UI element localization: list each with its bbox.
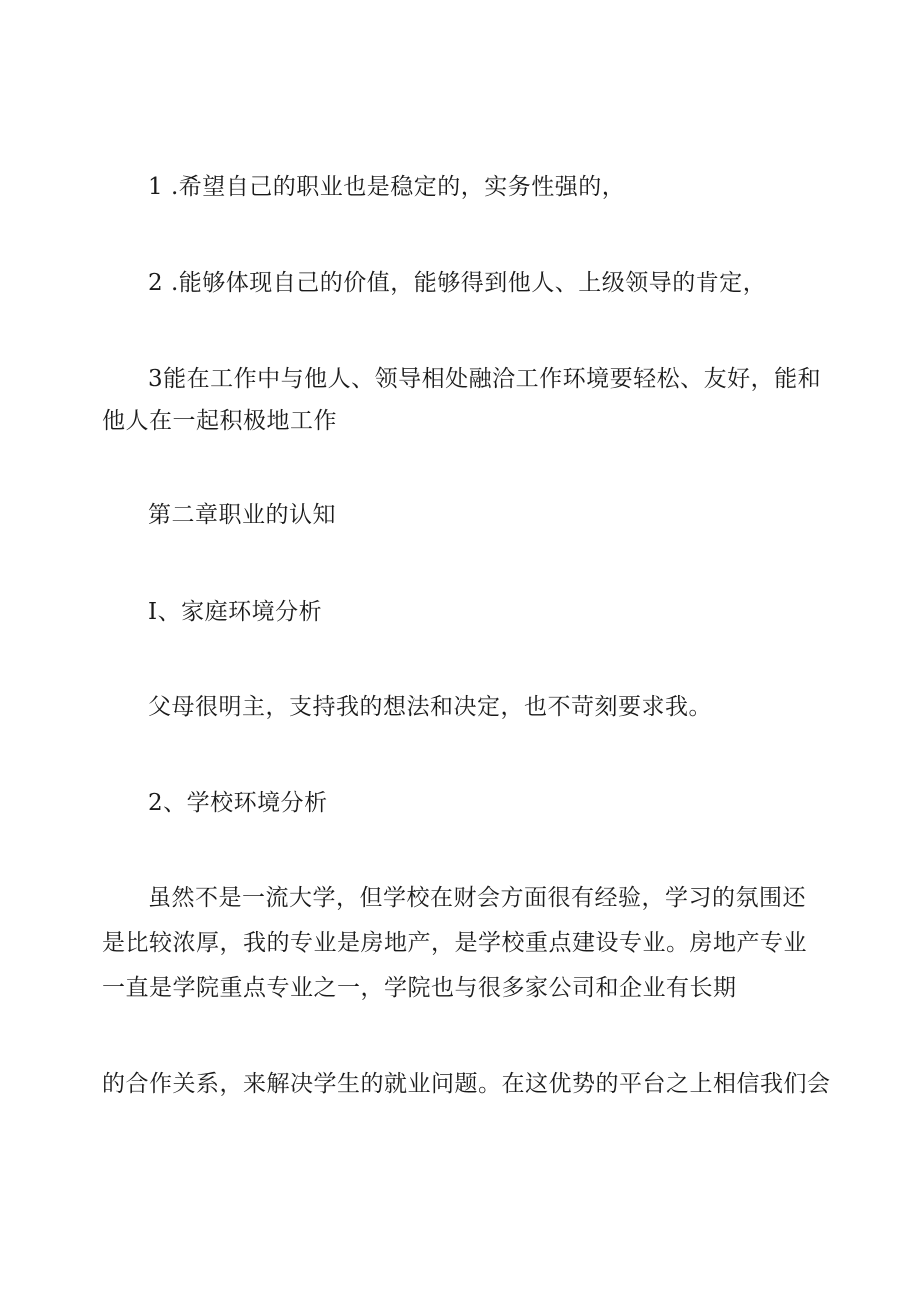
paragraph-cooperation: 的合作关系，来解决学生的就业问题。在这优势的平台之上相信我们会 [102, 1071, 831, 1097]
list-item-work-environment-line1: 3能在工作中与他人、领导相处融洽工作环境要轻松、友好，能和 [148, 366, 822, 392]
chapter-heading: 第二章职业的认知 [148, 502, 336, 528]
paragraph-school-line1: 虽然不是一流大学，但学校在财会方面很有经验，学习的氛围还 [148, 885, 806, 911]
list-item-work-environment-line2: 他人在一起积极地工作 [102, 408, 337, 434]
section-heading-family: I、家庭环境分析 [148, 599, 323, 625]
list-item-self-value: 2 .能够体现自己的价值，能够得到他人、上级领导的肯定， [148, 270, 767, 296]
list-item-career-stability: 1 .希望自己的职业也是稳定的，实务性强的， [148, 174, 626, 200]
section-heading-school: 2、学校环境分析 [148, 790, 328, 816]
paragraph-family: 父母很明主，支持我的想法和决定，也不苛刻要求我。 [148, 694, 712, 720]
paragraph-school-line2: 是比较浓厚，我的专业是房地产，是学校重点建设专业。房地产专业 [102, 930, 807, 956]
paragraph-school-line3: 一直是学院重点专业之一，学院也与很多家公司和企业有长期 [102, 975, 737, 1001]
